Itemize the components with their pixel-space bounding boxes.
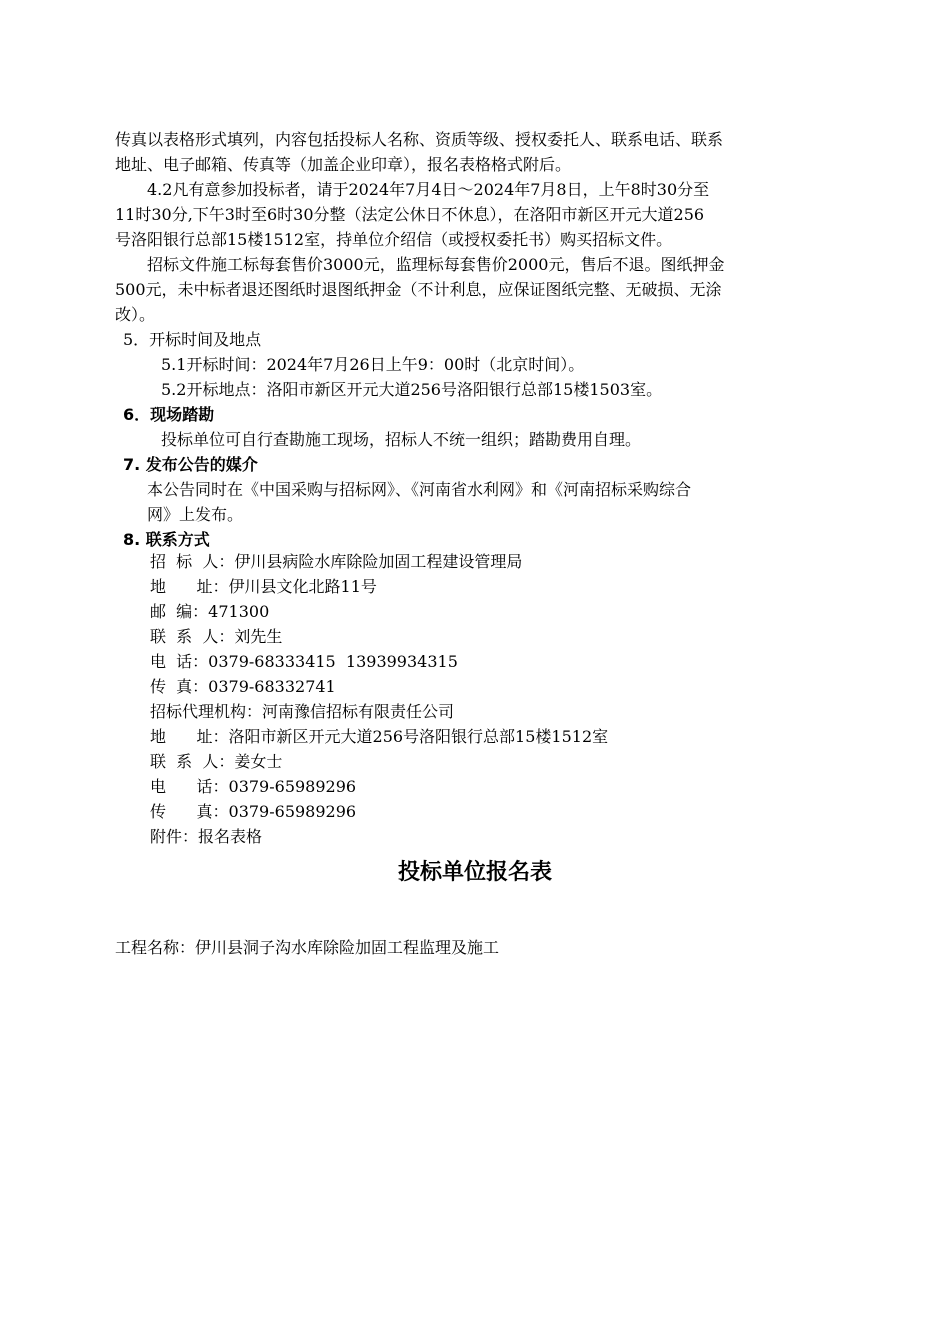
- media-text-line: 网》上发布。: [147, 505, 244, 524]
- paragraph-line: 地址、电子邮箱、传真等（加盖企业印章），报名表格格式附后。: [115, 155, 572, 174]
- site-visit-text: 投标单位可自行查勘施工现场，招标人不统一组织；踏勘费用自理。: [161, 430, 642, 449]
- agency-fax: 传 真：0379-65989296: [150, 802, 357, 821]
- contact-phone: 电 话：0379-68333415 13939934315: [150, 652, 458, 671]
- contact-address: 地 址：伊川县文化北路11号: [150, 577, 377, 596]
- attachment-note: 附件：报名表格: [150, 827, 263, 846]
- section-6-title: 6．现场踏勘: [123, 405, 215, 424]
- media-text-line: 本公告同时在《中国采购与招标网》、《河南省水利网》和《河南招标采购综合: [147, 480, 692, 499]
- paragraph-line: 号洛阳银行总部15楼1512室，持单位介绍信（或授权委托书）购买招标文件。: [115, 230, 673, 249]
- contact-tenderer: 招 标 人：伊川县病险水库除险加固工程建设管理局: [150, 552, 523, 571]
- paragraph-line: 11时30分,下午3时至6时30分整（法定公休日不休息），在洛阳市新区开元大道256: [115, 205, 705, 224]
- project-name: 工程名称：伊川县洞子沟水库除险加固工程监理及施工: [115, 938, 500, 957]
- agency-name: 招标代理机构：河南豫信招标有限责任公司: [150, 702, 455, 721]
- paragraph-line: 4.2凡有意参加投标者，请于2024年7月4日～2024年7月8日，上午8时30分至: [147, 180, 710, 199]
- section-5-title: 5．开标时间及地点: [123, 330, 262, 349]
- agency-phone: 电 话：0379-65989296: [150, 777, 357, 796]
- paragraph-line: 改）。: [115, 305, 156, 324]
- form-title: 投标单位报名表: [397, 860, 552, 885]
- opening-time: 5.1开标时间：2024年7月26日上午9：00时（北京时间）。: [161, 355, 585, 374]
- agency-contact-person: 联 系 人：姜女士: [150, 752, 283, 771]
- section-8-title: 8. 联系方式: [123, 530, 210, 549]
- paragraph-line: 500元，未中标者退还图纸时退图纸押金（不计利息，应保证图纸完整、无破损、无涂: [115, 280, 722, 299]
- paragraph-line: 传真以表格形式填列，内容包括投标人名称、资质等级、授权委托人、联系电话、联系: [115, 130, 724, 149]
- paragraph-line: 招标文件施工标每套售价3000元，监理标每套售价2000元，售后不退。图纸押金: [147, 255, 725, 274]
- contact-person: 联 系 人：刘先生: [150, 627, 283, 646]
- opening-place: 5.2开标地点：洛阳市新区开元大道256号洛阳银行总部15楼1503室。: [161, 380, 663, 399]
- contact-fax: 传 真：0379-68332741: [150, 677, 336, 696]
- section-7-title: 7. 发布公告的媒介: [123, 455, 258, 474]
- agency-address: 地 址：洛阳市新区开元大道256号洛阳银行总部15楼1512室: [150, 727, 609, 746]
- contact-postcode: 邮 编：471300: [150, 602, 270, 621]
